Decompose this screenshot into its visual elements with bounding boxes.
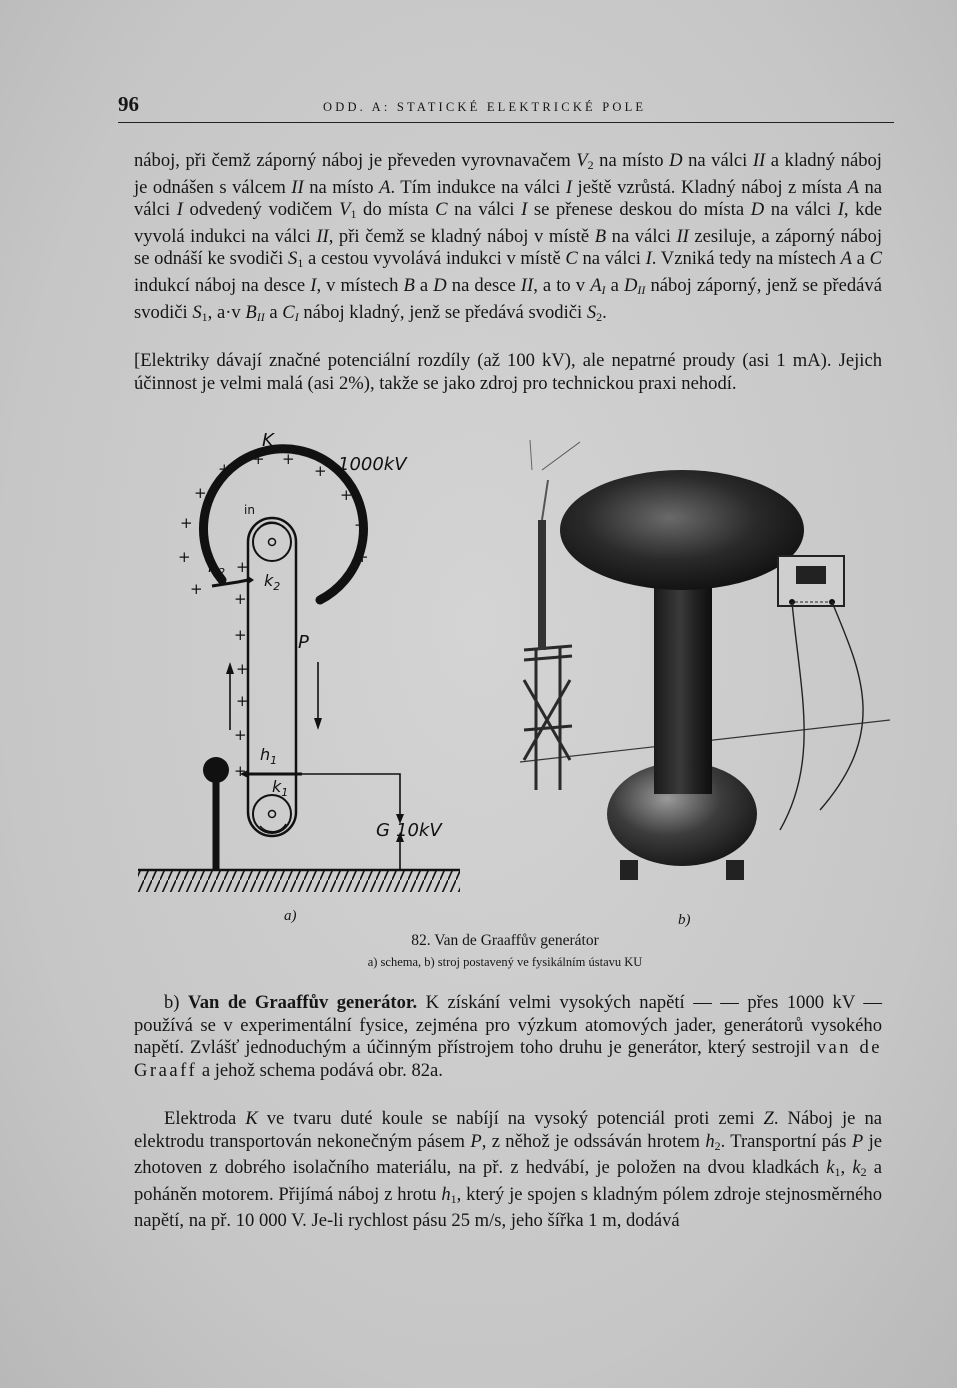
rod-tip xyxy=(542,480,548,520)
label-k: K xyxy=(262,430,274,451)
plus-sign: + xyxy=(236,692,249,710)
label-10kv: 10kV xyxy=(396,820,442,841)
label-in: in xyxy=(244,503,255,517)
label-k1-sub: 1 xyxy=(281,786,289,799)
plus-sign: + xyxy=(190,580,203,598)
spark-ball xyxy=(203,757,229,783)
plus-sign: + xyxy=(354,516,367,534)
label-h2: h xyxy=(208,557,219,576)
plus-sign: + xyxy=(234,590,247,608)
comb-h2-tip xyxy=(248,576,254,584)
svg-text:k2 xyxy=(264,571,280,593)
label-g: G xyxy=(376,820,390,841)
label-1000kv: 1000kV xyxy=(338,454,407,475)
section-title: Van de Graaffův generátor. xyxy=(187,992,418,1013)
ground-hatching xyxy=(138,870,460,892)
plus-sign: + xyxy=(180,514,193,532)
subfigure-label-a: a) xyxy=(284,908,297,924)
meter-display xyxy=(796,566,826,584)
machine-photo-b xyxy=(520,440,890,880)
page-header xyxy=(118,92,894,123)
plus-sign: + xyxy=(178,548,191,566)
schematic-a xyxy=(138,430,460,892)
label-h2-sub: 2 xyxy=(218,566,226,579)
pulley-k2-axle xyxy=(269,539,276,546)
plus-sign: + xyxy=(236,558,249,576)
paragraph-1: náboj, při čemž záporný náboj je převeden vyrovnavačem $V_2$ na místo D na válci II a kladný náboj je odnášen s válcem II na místo A. Tím indukce na válci I ještě vzrůstá. Kladný náboj z místa A na válci I odvedený vodičem $V_1$ do místa C na válci I se přenese deskou do místa D na válci I, kde vyvolá indukci na válci II, při čemž se kladný náboj v místě B na válci II zesiluje, a záporný náboj se odnáší ke svodiči $S_1$ a cestou vyvolává indukci v místě C na válci I. Vzniká tedy na místech A a C indukcí náboj na desce I, v místech B a D na desce II, a to v $A_I$ a $D_{II}$ náboj záporný, jenž se předává svodiči $S_1$, a·v $B_{II}$ a $C_I$ náboj kladný, jenž se předává svodiči $S_2$. xyxy=(134,150,883,324)
high-voltage-electrode xyxy=(560,470,804,590)
svg-text:h1 xyxy=(260,745,277,767)
belt-up-arrowhead xyxy=(226,662,234,674)
plus-sign: + xyxy=(236,660,249,678)
label-k1: k xyxy=(272,777,282,796)
plus-sign: + xyxy=(314,462,327,480)
plus-sign: + xyxy=(252,450,265,468)
wire-to-source xyxy=(302,774,400,820)
paragraph-3: b) Van de Graaffův generátor. K získání velmi vysokých napětí — — přes 1000 kV — používá se v experimentální fysice, zejména pro výzkum atomových jader, generátorů vysokého napětí. Zvlášť jednoduchým a účinným přístrojem toho druhu je generátor, který sestrojil van de Graaff a jehož schema podává obr. 82a. xyxy=(134,992,883,1081)
plus-sign: + xyxy=(194,484,207,502)
subfigure-label-b: b) xyxy=(678,912,691,928)
paragraph-4: Elektroda K ve tvaru duté koule se nabíjí na vysoký potenciál proti zemi Z. Náboj je na elektrodu transportován nekonečným pásem P, z něhož je odssáván hrotem $h_2$. Transportní pás P je zhotoven z dobrého isolačního materiálu, na př. z hedvábí, je položen na dvou kladkách $k_1$, $k_2$ a poháněn motorem. Přijímá náboj z hrotu $h_1$, který je spojen s kladným pólem zdroje stejnosměrného napětí, na př. 10 000 V. Je-li rychlost pásu 25 m/s, jeho šířka 1 m, dodává xyxy=(134,1108,882,1232)
plus-sign: + xyxy=(234,626,247,644)
plus-sign: + xyxy=(356,548,369,566)
plus-sign: + xyxy=(234,726,247,744)
label-p: P xyxy=(298,632,309,653)
svg-text:k1 xyxy=(272,777,288,799)
label-k2-sub: 2 xyxy=(273,580,281,593)
figure-82 xyxy=(120,430,890,910)
running-title: ODD. A: STATICKÉ ELEKTRICKÉ POLE xyxy=(323,100,647,114)
discharge-rod xyxy=(538,520,546,650)
page-number: 96 xyxy=(118,92,139,116)
label-h1: h xyxy=(260,745,271,764)
figure-caption: 82. Van de Graaffův generátor xyxy=(411,932,599,949)
pulley-k1-axle xyxy=(269,811,276,818)
ceiling-wire xyxy=(530,440,532,470)
insulating-column xyxy=(654,568,712,794)
svg-text:h2 xyxy=(208,557,225,579)
plus-sign: + xyxy=(282,450,295,468)
pulley-k1 xyxy=(253,795,291,833)
label-k2: k xyxy=(264,571,274,590)
cable-1 xyxy=(780,602,804,830)
wooden-stand xyxy=(524,646,572,790)
plus-sign: + xyxy=(234,762,247,780)
plus-sign: + xyxy=(340,486,353,504)
paragraph-2: [Elektriky dávají značné potenciální rozdíly (až 100 kV), ale nepatrné proudy (asi 1 mA). Jejich účinnost je velmi malá (asi 2%), takže se jako zdroj pro technickou praxi nehodí. xyxy=(134,350,882,394)
base-foot-left xyxy=(620,860,638,880)
rod-wire xyxy=(542,442,580,470)
cable-2 xyxy=(820,602,863,810)
figure-caption-sub: a) schema, b) stroj postavený ve fysikálním ústavu KU xyxy=(367,955,643,969)
base-foot-right xyxy=(726,860,744,880)
belt-down-arrowhead xyxy=(314,718,322,730)
label-h1-sub: 1 xyxy=(270,754,278,767)
plus-sign: + xyxy=(218,460,231,478)
